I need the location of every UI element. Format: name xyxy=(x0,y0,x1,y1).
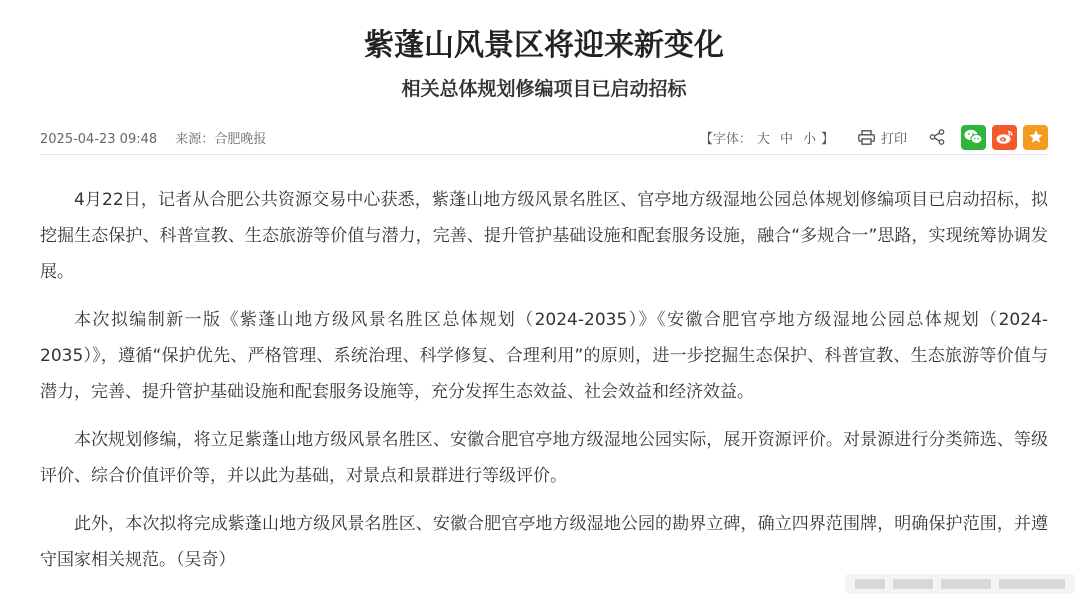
meta-bar xyxy=(40,120,1048,155)
font-small-button[interactable]: 小 xyxy=(802,131,816,147)
bracket-open: 【 xyxy=(699,131,713,147)
paragraph: 本次规划修编，将立足紫蓬山地方级风景名胜区、安徽合肥官亭地方级湿地公园实际，展开资源评价。对景源进行分类筛选、等级评价、综合价值评价等，并以此为基础，对景点和景群进行等级评价。 xyxy=(40,430,1048,486)
paragraph: 本次拟编制新一版《紫蓬山地方级风景名胜区总体规划（2024-2035）》《安徽合肥官亭地方级湿地公园总体规划（2024-2035）》，遵循“保护优先、严格管理、系统治理、科学修复、合理利用”的原则，进一步挖掘生态保护、科普宣教、生态旅游等价值与潜力，完善、提升管护基础设施和配套服务设施等，充分发挥生态效益、社会效益和经济效益。 xyxy=(40,310,1048,402)
printer-icon xyxy=(858,130,875,145)
print-label: 打印 xyxy=(880,131,907,147)
paragraph: 此外，本次拟将完成紫蓬山地方级风景名胜区、安徽合肥官亭地方级湿地公园的勘界立碑，确立四界范围牌，明确保护范围，并遵守国家相关规范。（吴奇） xyxy=(40,514,1048,570)
bracket-close: 】 xyxy=(820,131,834,147)
source-label: 来源： xyxy=(175,131,215,147)
font-medium-button[interactable]: 中 xyxy=(779,131,793,147)
meta-info xyxy=(40,128,280,147)
article-subtitle: 相关总体规划修编项目已启动招标 xyxy=(401,78,687,100)
source-info xyxy=(175,132,266,147)
favorite-button[interactable] xyxy=(1023,125,1048,150)
source-name: 合肥晚报 xyxy=(214,131,267,147)
weibo-share-button[interactable] xyxy=(992,125,1017,150)
weibo-icon xyxy=(995,129,1014,145)
print-button[interactable] xyxy=(858,128,907,147)
wechat-share-button[interactable] xyxy=(961,125,986,150)
font-size-control xyxy=(700,128,834,147)
publish-date: 2025-04-23 09:48 xyxy=(40,131,158,147)
article-title: 紫蓬山风景区将迎来新变化 xyxy=(364,28,724,63)
watermark-icon xyxy=(845,571,1075,597)
share-icon[interactable] xyxy=(929,129,945,145)
wechat-icon xyxy=(964,129,983,145)
font-large-button[interactable]: 大 xyxy=(756,131,770,147)
paragraph: 4月22日，记者从合肥公共资源交易中心获悉，紫蓬山地方级风景名胜区、官亭地方级湿地公园总体规划修编项目已启动招标，拟挖掘生态保护、科普宣教、生态旅游等价值与潜力，完善、提升管护基础设施和配套服务设施，融合“多规合一”思路，实现统筹协调发展。 xyxy=(40,190,1048,282)
font-size-label: 字体： xyxy=(712,131,752,147)
article-tools xyxy=(700,125,1048,150)
star-icon xyxy=(1028,129,1044,145)
